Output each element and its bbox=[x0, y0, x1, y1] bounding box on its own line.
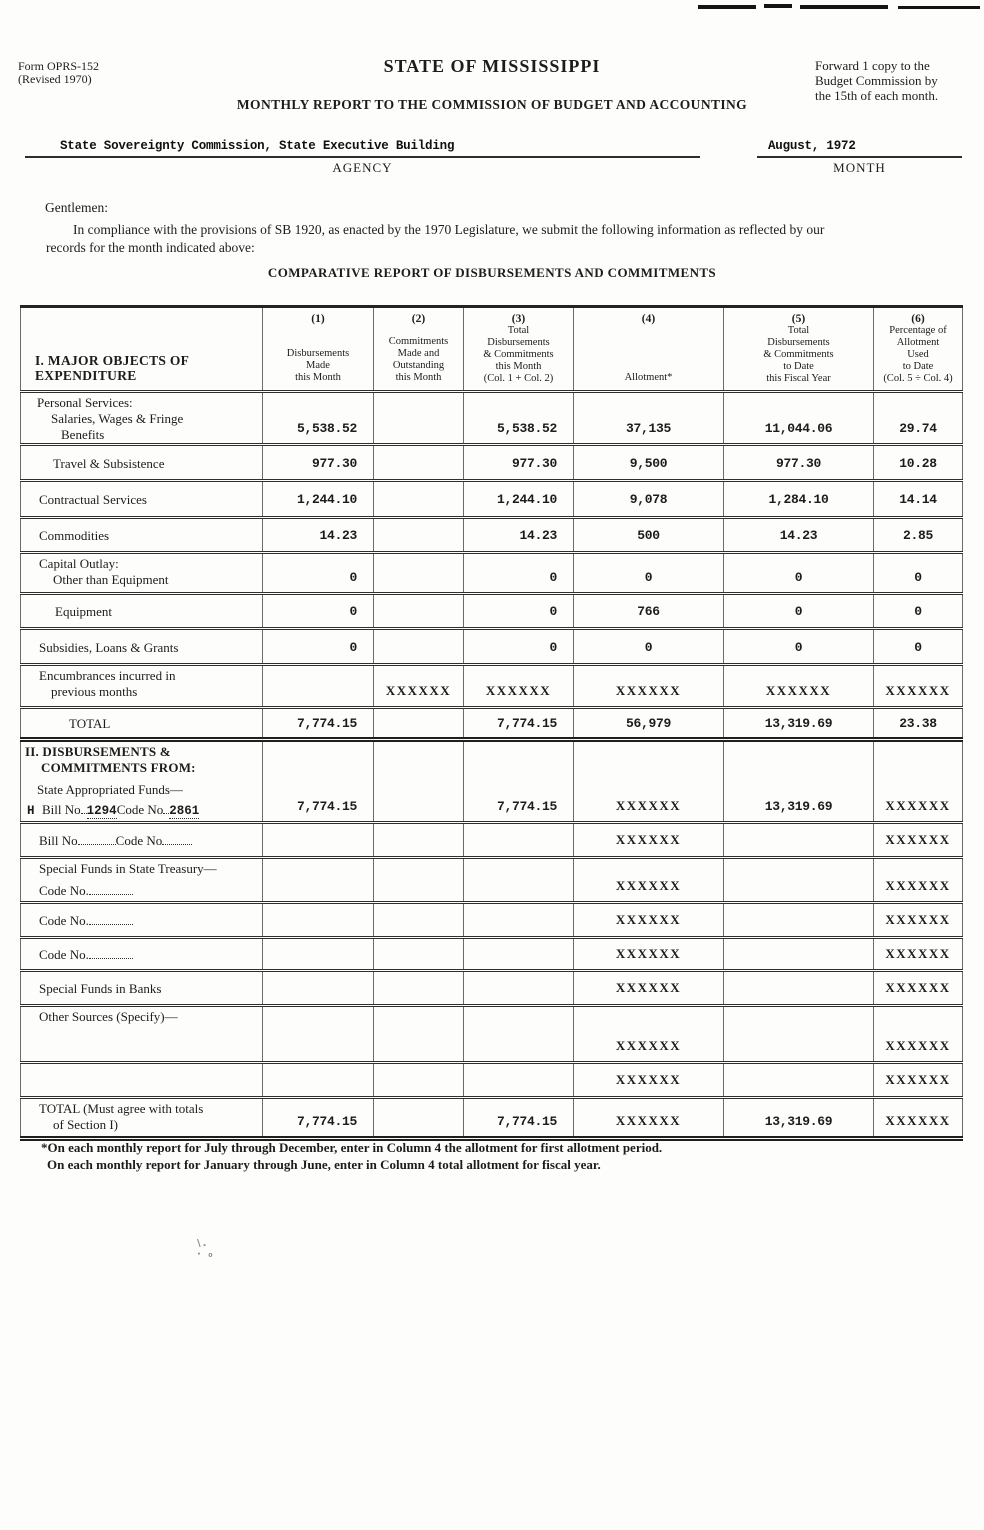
scan-artifact bbox=[764, 4, 792, 8]
row-label bbox=[21, 858, 263, 903]
table-cell bbox=[724, 445, 874, 481]
table-cell bbox=[574, 1063, 724, 1098]
table-cell bbox=[263, 823, 374, 858]
label-text: Contractual Services bbox=[39, 492, 147, 507]
table-cell bbox=[374, 740, 464, 823]
table-cell bbox=[874, 445, 963, 481]
table-row bbox=[21, 629, 963, 665]
table-row bbox=[21, 665, 963, 708]
typed-value: 7,774.15 bbox=[496, 716, 557, 731]
crossed-out-cell: XXXXXX bbox=[885, 878, 951, 893]
table-cell bbox=[874, 518, 963, 553]
table-cell bbox=[374, 1063, 464, 1098]
report-subtitle: MONTHLY REPORT TO THE COMMISSION OF BUDGET AND ACCOUNTING bbox=[236, 97, 748, 112]
row-label bbox=[21, 708, 263, 740]
scan-artifact bbox=[698, 5, 756, 9]
table-cell bbox=[464, 858, 574, 903]
typed-value: 13,319.69 bbox=[764, 799, 833, 814]
table-cell bbox=[374, 481, 464, 518]
row-label bbox=[21, 392, 263, 445]
typed-value: 2.85 bbox=[902, 528, 933, 543]
table-cell bbox=[464, 1098, 574, 1139]
typed-value: 7,774.15 bbox=[296, 716, 357, 731]
column-header-2: (2) Commitments Made and Outstanding this Month bbox=[374, 307, 464, 392]
agency-caption: AGENCY bbox=[332, 160, 393, 175]
table-cell bbox=[874, 903, 963, 938]
typed-value: 1,284.10 bbox=[768, 492, 829, 507]
table-cell bbox=[263, 445, 374, 481]
row-label bbox=[21, 665, 263, 708]
table-cell bbox=[464, 740, 574, 823]
forward-note-line: Forward 1 copy to the bbox=[815, 58, 930, 73]
table-cell bbox=[374, 665, 464, 708]
crossed-out-cell: XXXXXX bbox=[885, 1038, 951, 1053]
table-cell bbox=[464, 629, 574, 665]
crossed-out-cell: XXXXXX bbox=[615, 683, 682, 698]
typed-value: 977.30 bbox=[775, 455, 821, 471]
table-row bbox=[21, 1006, 963, 1063]
table-cell bbox=[374, 823, 464, 858]
table-cell bbox=[374, 708, 464, 740]
typed-value: 29.74 bbox=[899, 421, 937, 436]
typed-value: 23.38 bbox=[899, 716, 937, 731]
row-label bbox=[21, 938, 263, 971]
label-text: Travel & Subsistence bbox=[53, 455, 165, 471]
typed-value: 0 bbox=[644, 639, 653, 655]
row-label bbox=[21, 903, 263, 938]
label-text: Special Funds in State Treasury— bbox=[39, 861, 217, 876]
label-text: Bill No bbox=[39, 833, 78, 848]
page-title: STATE OF MISSISSIPPI bbox=[383, 56, 601, 76]
row-label bbox=[21, 518, 263, 553]
typed-value: 0 bbox=[549, 639, 557, 655]
table-cell bbox=[464, 594, 574, 629]
table-row bbox=[21, 823, 963, 858]
table-cell bbox=[724, 629, 874, 665]
form-revision: (Revised 1970) bbox=[18, 72, 92, 86]
column-header-6: (6) Percentage of Allotment Used to Date (Col. 5 ÷ Col. 4) bbox=[874, 307, 963, 392]
month-caption: MONTH bbox=[833, 160, 886, 175]
table-cell bbox=[574, 665, 724, 708]
table-cell bbox=[874, 392, 963, 445]
label-text: 2861 bbox=[169, 804, 200, 818]
row-label bbox=[21, 594, 263, 629]
table-cell bbox=[574, 938, 724, 971]
row-label bbox=[21, 740, 263, 823]
column-header-3: (3) Total Disbursements & Commitments this Month (Col. 1 + Col. 2) bbox=[464, 307, 574, 392]
table-row bbox=[21, 858, 963, 903]
table-cell bbox=[464, 938, 574, 971]
crossed-out-cell: XXXXXX bbox=[885, 683, 951, 698]
typed-value: 0 bbox=[914, 604, 922, 619]
table-cell bbox=[574, 518, 724, 553]
agency-rule bbox=[25, 156, 700, 158]
table-cell bbox=[263, 392, 374, 445]
pencil-mark-artifact: \. · ₀ bbox=[197, 1238, 215, 1260]
label-text: 1294 bbox=[86, 804, 117, 818]
table-cell bbox=[464, 445, 574, 481]
table-cell bbox=[263, 858, 374, 903]
table-cell bbox=[374, 938, 464, 971]
body-line: records for the month indicated above: bbox=[46, 240, 255, 255]
column-header-1: (1) Disbursements Made this Month bbox=[263, 307, 374, 392]
table-cell bbox=[263, 903, 374, 938]
typed-value: 11,044.06 bbox=[764, 421, 833, 436]
table-cell bbox=[724, 1006, 874, 1063]
table-cell bbox=[374, 594, 464, 629]
table-cell bbox=[574, 971, 724, 1006]
blank-line bbox=[89, 913, 133, 925]
table-cell bbox=[464, 518, 574, 553]
forward-note-line: Budget Commission by bbox=[815, 73, 938, 88]
table-cell bbox=[874, 971, 963, 1006]
table-cell bbox=[724, 740, 874, 823]
table-cell bbox=[263, 553, 374, 594]
crossed-out-cell: XXXXXX bbox=[615, 798, 682, 813]
table-row bbox=[21, 594, 963, 629]
table-cell bbox=[574, 481, 724, 518]
salutation: Gentlemen: bbox=[45, 200, 108, 215]
form-number: Form OPRS-152 bbox=[18, 59, 100, 73]
footnote-line: *On each monthly report for July through December, enter in Column 4 the allotment for first allotment period. bbox=[41, 1140, 663, 1155]
table-row bbox=[21, 1063, 963, 1098]
crossed-out-cell: XXXXXX bbox=[615, 1072, 682, 1087]
row-label bbox=[21, 971, 263, 1006]
typed-value: 977.30 bbox=[511, 455, 557, 471]
crossed-out-cell: XXXXXX bbox=[885, 798, 951, 813]
typed-value: 500 bbox=[637, 528, 660, 543]
table-cell bbox=[574, 708, 724, 740]
table-cell bbox=[574, 1098, 724, 1139]
table-row bbox=[21, 740, 963, 823]
crossed-out-cell: XXXXXX bbox=[615, 1038, 682, 1053]
row-label bbox=[21, 445, 263, 481]
forward-note-line: the 15th of each month. bbox=[815, 88, 939, 103]
typed-value: 14.23 bbox=[779, 528, 818, 543]
table-cell bbox=[464, 708, 574, 740]
typed-value: 37,135 bbox=[625, 421, 671, 436]
table-cell bbox=[724, 392, 874, 445]
table-header-row bbox=[21, 307, 963, 392]
table-cell bbox=[874, 594, 963, 629]
table-cell bbox=[574, 553, 724, 594]
crossed-out-cell: XXXXXX bbox=[885, 1113, 951, 1128]
crossed-out-cell: XXXXXX bbox=[615, 946, 682, 961]
label-text: Encumbrances incurred in bbox=[39, 668, 176, 683]
table-cell bbox=[263, 740, 374, 823]
table-cell bbox=[574, 903, 724, 938]
table-cell bbox=[574, 629, 724, 665]
table-cell bbox=[263, 1006, 374, 1063]
label-text: Other than Equipment bbox=[53, 572, 169, 587]
label-text: previous months bbox=[51, 684, 138, 699]
table-cell bbox=[263, 629, 374, 665]
label-text: Bill No bbox=[42, 802, 81, 817]
row-label bbox=[21, 1006, 263, 1063]
typed-value: 14.23 bbox=[519, 528, 557, 543]
table-cell bbox=[574, 1006, 724, 1063]
row-label bbox=[21, 629, 263, 665]
label-text: Capital Outlay: bbox=[39, 556, 119, 571]
label-text: Benefits bbox=[61, 427, 105, 442]
table-row bbox=[21, 392, 963, 445]
table-cell bbox=[874, 481, 963, 518]
typed-value: 0 bbox=[794, 639, 803, 655]
typed-value: 7,774.15 bbox=[296, 1114, 357, 1129]
table-cell bbox=[724, 553, 874, 594]
table-cell bbox=[374, 629, 464, 665]
label-text: Subsidies, Loans & Grants bbox=[39, 639, 179, 655]
column-header-expenditure: I. MAJOR OBJECTS OF EXPENDITURE bbox=[21, 307, 263, 392]
label-text: Code No. bbox=[39, 883, 89, 898]
typed-value: 0 bbox=[549, 570, 557, 585]
typed-value: 766 bbox=[637, 604, 660, 619]
label-text: Equipment bbox=[55, 604, 113, 619]
table-row bbox=[21, 903, 963, 938]
table-cell bbox=[874, 740, 963, 823]
crossed-out-cell: XXXXXX bbox=[885, 832, 951, 847]
blank-line bbox=[89, 947, 133, 959]
month-rule bbox=[757, 156, 962, 158]
label-text: Code No. bbox=[39, 913, 89, 928]
table-title: COMPARATIVE REPORT OF DISBURSEMENTS AND COMMITMENTS bbox=[267, 265, 717, 280]
crossed-out-cell: XXXXXX bbox=[615, 878, 682, 893]
column-header-5: (5) Total Disbursements & Commitments to Date this Fiscal Year bbox=[724, 307, 874, 392]
typed-value: 10.28 bbox=[899, 455, 937, 471]
typed-value: 1,244.10 bbox=[296, 492, 357, 507]
table-cell bbox=[464, 1063, 574, 1098]
typed-value: 13,319.69 bbox=[764, 1114, 833, 1129]
typed-value: 0 bbox=[914, 639, 922, 655]
label-text: Commodities bbox=[39, 528, 110, 543]
table-cell bbox=[263, 1098, 374, 1139]
label-text: TOTAL (Must agree with totals bbox=[39, 1101, 204, 1116]
table-cell bbox=[874, 665, 963, 708]
table-row bbox=[21, 553, 963, 594]
label-text: Other Sources (Specify)— bbox=[39, 1009, 178, 1024]
table-cell bbox=[263, 594, 374, 629]
table-cell bbox=[374, 971, 464, 1006]
table-cell bbox=[464, 553, 574, 594]
table-cell bbox=[874, 629, 963, 665]
typed-value: 0 bbox=[349, 604, 357, 619]
table-cell bbox=[574, 392, 724, 445]
table-cell bbox=[724, 708, 874, 740]
table-cell bbox=[874, 708, 963, 740]
row-label bbox=[21, 1098, 263, 1139]
table-row bbox=[21, 708, 963, 740]
blank-line bbox=[162, 833, 192, 845]
typed-value: 56,979 bbox=[625, 716, 671, 731]
column-header-4: (4) Allotment* bbox=[574, 307, 724, 392]
crossed-out-cell: XXXXXX bbox=[885, 946, 951, 961]
label-text: Personal Services: bbox=[37, 395, 133, 410]
table-cell bbox=[374, 392, 464, 445]
table-cell bbox=[874, 823, 963, 858]
label-text: Special Funds in Banks bbox=[39, 981, 162, 996]
table-cell bbox=[374, 858, 464, 903]
footnote-line: On each monthly report for January through June, enter in Column 4 total allotment for fiscal year. bbox=[47, 1157, 601, 1172]
table-cell bbox=[464, 903, 574, 938]
table-cell bbox=[464, 392, 574, 445]
scan-artifact bbox=[800, 5, 888, 9]
typed-value: 0 bbox=[644, 570, 653, 585]
table-cell bbox=[724, 1098, 874, 1139]
table-cell bbox=[724, 665, 874, 708]
body-paragraph bbox=[46, 221, 946, 257]
table-row bbox=[21, 481, 963, 518]
table-cell bbox=[263, 518, 374, 553]
typed-value: 14.23 bbox=[319, 528, 357, 543]
label-text: of Section I) bbox=[53, 1117, 118, 1132]
table-cell bbox=[464, 481, 574, 518]
table-cell bbox=[464, 665, 574, 708]
crossed-out-cell: XXXXXX bbox=[385, 683, 452, 698]
typed-value: 0 bbox=[549, 604, 557, 619]
typed-value: 977.30 bbox=[311, 455, 357, 471]
typed-value: 1,244.10 bbox=[496, 492, 557, 507]
table-cell bbox=[374, 1006, 464, 1063]
label-text: COMMITMENTS FROM: bbox=[41, 760, 196, 775]
table-cell bbox=[374, 518, 464, 553]
table-cell bbox=[724, 518, 874, 553]
table-cell bbox=[374, 553, 464, 594]
table-cell bbox=[724, 1063, 874, 1098]
row-label bbox=[21, 823, 263, 858]
label-text: Code No bbox=[116, 802, 164, 817]
crossed-out-cell: XXXXXX bbox=[615, 1113, 682, 1128]
month-value: August, 1972 bbox=[768, 139, 856, 153]
table-cell bbox=[464, 823, 574, 858]
table-cell bbox=[574, 445, 724, 481]
crossed-out-cell: XXXXXX bbox=[885, 1072, 951, 1087]
blank-line bbox=[78, 833, 116, 845]
typed-value: 7,774.15 bbox=[496, 1114, 557, 1129]
crossed-out-cell: XXXXXX bbox=[765, 683, 832, 698]
table-row bbox=[21, 938, 963, 971]
typed-value: 9,078 bbox=[629, 492, 668, 507]
typed-value: 5,538.52 bbox=[496, 421, 557, 436]
table-cell bbox=[874, 1098, 963, 1139]
label-text: Salaries, Wages & Fringe bbox=[51, 411, 184, 426]
crossed-out-cell: XXXXXX bbox=[885, 980, 951, 995]
table-row bbox=[21, 1098, 963, 1139]
table-cell bbox=[574, 594, 724, 629]
table-cell bbox=[724, 858, 874, 903]
typed-value: 5,538.52 bbox=[296, 421, 357, 436]
crossed-out-cell: XXXXXX bbox=[885, 912, 951, 927]
label-text: Code No bbox=[115, 833, 163, 848]
table-cell bbox=[574, 858, 724, 903]
table-cell bbox=[724, 823, 874, 858]
agency-value: State Sovereignty Commission, State Executive Building bbox=[60, 139, 455, 153]
typed-value: 0 bbox=[349, 639, 357, 655]
table-cell bbox=[263, 665, 374, 708]
table-cell bbox=[464, 1006, 574, 1063]
typed-value: 13,319.69 bbox=[764, 716, 833, 731]
typed-value: 9,500 bbox=[629, 455, 668, 471]
table-cell bbox=[374, 903, 464, 938]
row-label bbox=[21, 553, 263, 594]
typed-value: 14.14 bbox=[899, 492, 937, 507]
crossed-out-cell: XXXXXX bbox=[615, 912, 682, 927]
label-text: Code No. bbox=[39, 947, 89, 962]
table-cell bbox=[874, 858, 963, 903]
typed-value: 0 bbox=[794, 604, 803, 619]
label-text: II. DISBURSEMENTS & bbox=[25, 744, 171, 759]
table-cell bbox=[874, 1006, 963, 1063]
table-cell bbox=[574, 740, 724, 823]
table-cell bbox=[263, 971, 374, 1006]
label-text: H bbox=[27, 804, 43, 818]
table-cell bbox=[724, 938, 874, 971]
table-row bbox=[21, 518, 963, 553]
report-table bbox=[20, 305, 963, 1141]
table-cell bbox=[374, 445, 464, 481]
typed-value: 0 bbox=[349, 570, 357, 585]
crossed-out-cell: XXXXXX bbox=[615, 980, 682, 995]
footnote bbox=[41, 1139, 662, 1173]
table-cell bbox=[874, 553, 963, 594]
typed-value: 7,774.15 bbox=[296, 799, 357, 814]
table-cell bbox=[724, 594, 874, 629]
table-cell bbox=[263, 1063, 374, 1098]
table-cell bbox=[724, 903, 874, 938]
crossed-out-cell: XXXXXX bbox=[485, 683, 552, 698]
table-cell bbox=[263, 938, 374, 971]
label-text: TOTAL bbox=[69, 716, 111, 731]
body-line: In compliance with the provisions of SB 1920, as enacted by the 1970 Legislature, we submit the following information as reflected by our bbox=[73, 222, 825, 237]
blank-line bbox=[81, 802, 87, 814]
table-cell bbox=[263, 481, 374, 518]
table-cell bbox=[464, 971, 574, 1006]
table-cell bbox=[724, 481, 874, 518]
row-label bbox=[21, 481, 263, 518]
blank-line bbox=[89, 883, 133, 895]
table-cell bbox=[263, 708, 374, 740]
typed-value: 7,774.15 bbox=[496, 799, 557, 814]
typed-value: 0 bbox=[914, 570, 922, 585]
table-cell bbox=[724, 971, 874, 1006]
table-row bbox=[21, 971, 963, 1006]
crossed-out-cell: XXXXXX bbox=[615, 832, 682, 847]
label-text: State Appropriated Funds— bbox=[37, 782, 183, 797]
table-cell bbox=[874, 1063, 963, 1098]
row-label bbox=[21, 1063, 263, 1098]
table-cell bbox=[874, 938, 963, 971]
table-row bbox=[21, 445, 963, 481]
table-cell bbox=[374, 1098, 464, 1139]
scan-artifact bbox=[898, 6, 980, 9]
typed-value: 0 bbox=[794, 570, 803, 585]
table-cell bbox=[574, 823, 724, 858]
